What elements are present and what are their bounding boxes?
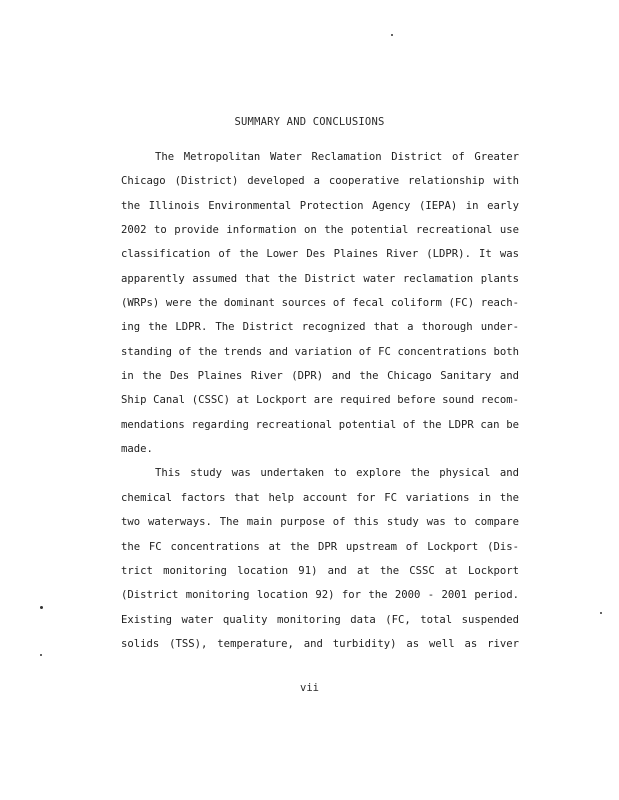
text-line: Existing water quality monitoring data (FC, total suspended [121,613,519,626]
text-line: two waterways. The main purpose of this study was to compare [121,516,519,529]
scan-speck [600,612,602,614]
scan-speck [40,654,42,656]
text-line: (District monitoring location 92) for the 2000 - 2001 period. [121,589,519,602]
body-text [121,145,519,656]
text-line: chemical factors that help account for FC variations in the [121,491,519,504]
text-line: standing of the trends and variation of FC concentrations both [121,345,519,358]
section-title: SUMMARY AND CONCLUSIONS [234,116,385,128]
text-line: the Illinois Environmental Protection Agency (IEPA) in early [121,199,519,212]
text-line: Chicago (District) developed a cooperative relationship with [121,175,519,188]
scan-speck [40,606,43,609]
page-number: vii [300,682,319,694]
text-line: the FC concentrations at the DPR upstream of Lockport (Dis- [121,540,519,553]
text-line: ing the LDPR. The District recognized that a thorough under- [121,321,519,334]
scan-speck [391,34,393,36]
text-line: classification of the Lower Des Plaines River (LDPR). It was [121,248,519,261]
text-line: (WRPs) were the dominant sources of fecal coliform (FC) reach- [121,297,519,310]
text-line: mendations regarding recreational potential of the LDPR can be [121,418,519,431]
text-line: in the Des Plaines River (DPR) and the Chicago Sanitary and [121,370,519,383]
text-line: trict monitoring location 91) and at the CSSC at Lockport [121,564,519,577]
text-line: apparently assumed that the District water reclamation plants [121,272,519,285]
text-line: Ship Canal (CSSC) at Lockport are required before sound recom- [121,394,519,407]
text-line: made. [121,443,153,456]
text-line: This study was undertaken to explore the physical and [155,467,519,480]
text-line: 2002 to provide information on the potential recreational use [121,224,519,237]
text-line: solids (TSS), temperature, and turbidity) as well as river [121,637,519,650]
text-line: The Metropolitan Water Reclamation District of Greater [155,151,519,163]
